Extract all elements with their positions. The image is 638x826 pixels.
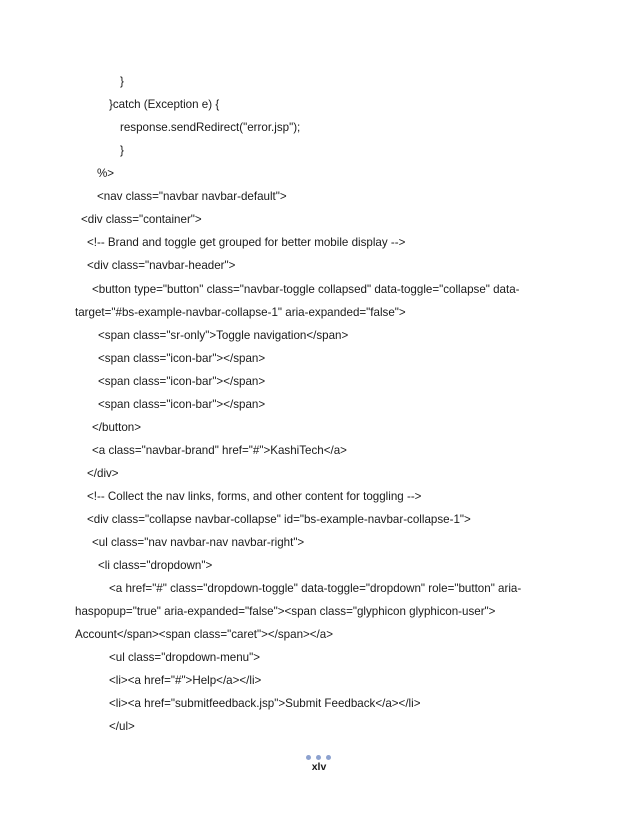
footer-dots-ornament	[306, 755, 331, 760]
code-line: <div class="collapse navbar-collapse" id="bs-example-navbar-collapse-1">	[87, 513, 471, 526]
code-line: response.sendRedirect("error.jsp");	[120, 121, 301, 134]
code-comment-line: <!-- Collect the nav links, forms, and other content for toggling -->	[87, 490, 422, 503]
code-line: <ul class="dropdown-menu">	[109, 651, 260, 664]
code-line: <span class="icon-bar"></span>	[98, 352, 266, 365]
footer-dot	[316, 755, 321, 760]
code-line: target="#bs-example-navbar-collapse-1" aria-expanded="false">	[75, 306, 406, 319]
code-line: %>	[97, 167, 115, 180]
code-line: </div>	[87, 467, 119, 480]
code-line: <span class="sr-only">Toggle navigation</span>	[98, 329, 349, 342]
code-line: <div class="navbar-header">	[87, 259, 236, 272]
code-line: Account</span><span class="caret"></span></a>	[75, 628, 334, 641]
code-comment-line: <!-- Brand and toggle get grouped for better mobile display -->	[87, 236, 406, 249]
code-line: <ul class="nav navbar-nav navbar-right">	[92, 536, 305, 549]
code-line: </button>	[92, 421, 141, 434]
code-line: </ul>	[109, 720, 135, 733]
code-line: <span class="icon-bar"></span>	[98, 398, 266, 411]
code-line: <a class="navbar-brand" href="#">KashiTech</a>	[92, 444, 347, 457]
code-line: }catch (Exception e) {	[109, 98, 220, 111]
code-line: }	[120, 75, 124, 88]
code-line: }	[120, 144, 124, 157]
footer-dot	[306, 755, 311, 760]
code-line: <div class="container">	[81, 213, 202, 226]
code-line: <nav class="navbar navbar-default">	[97, 190, 287, 203]
code-line: <li class="dropdown">	[98, 559, 213, 572]
page-number: xlv	[311, 761, 327, 773]
code-line: <span class="icon-bar"></span>	[98, 375, 266, 388]
code-line: <button type="button" class="navbar-toggle collapsed" data-toggle="collapse" data-	[92, 283, 520, 296]
code-line: haspopup="true" aria-expanded="false"><span class="glyphicon glyphicon-user">	[75, 605, 496, 618]
footer-dot	[326, 755, 331, 760]
code-line: <a href="#" class="dropdown-toggle" data-toggle="dropdown" role="button" aria-	[109, 582, 522, 595]
code-line: <li><a href="#">Help</a></li>	[109, 674, 262, 687]
code-line: <li><a href="submitfeedback.jsp">Submit Feedback</a></li>	[109, 697, 421, 710]
